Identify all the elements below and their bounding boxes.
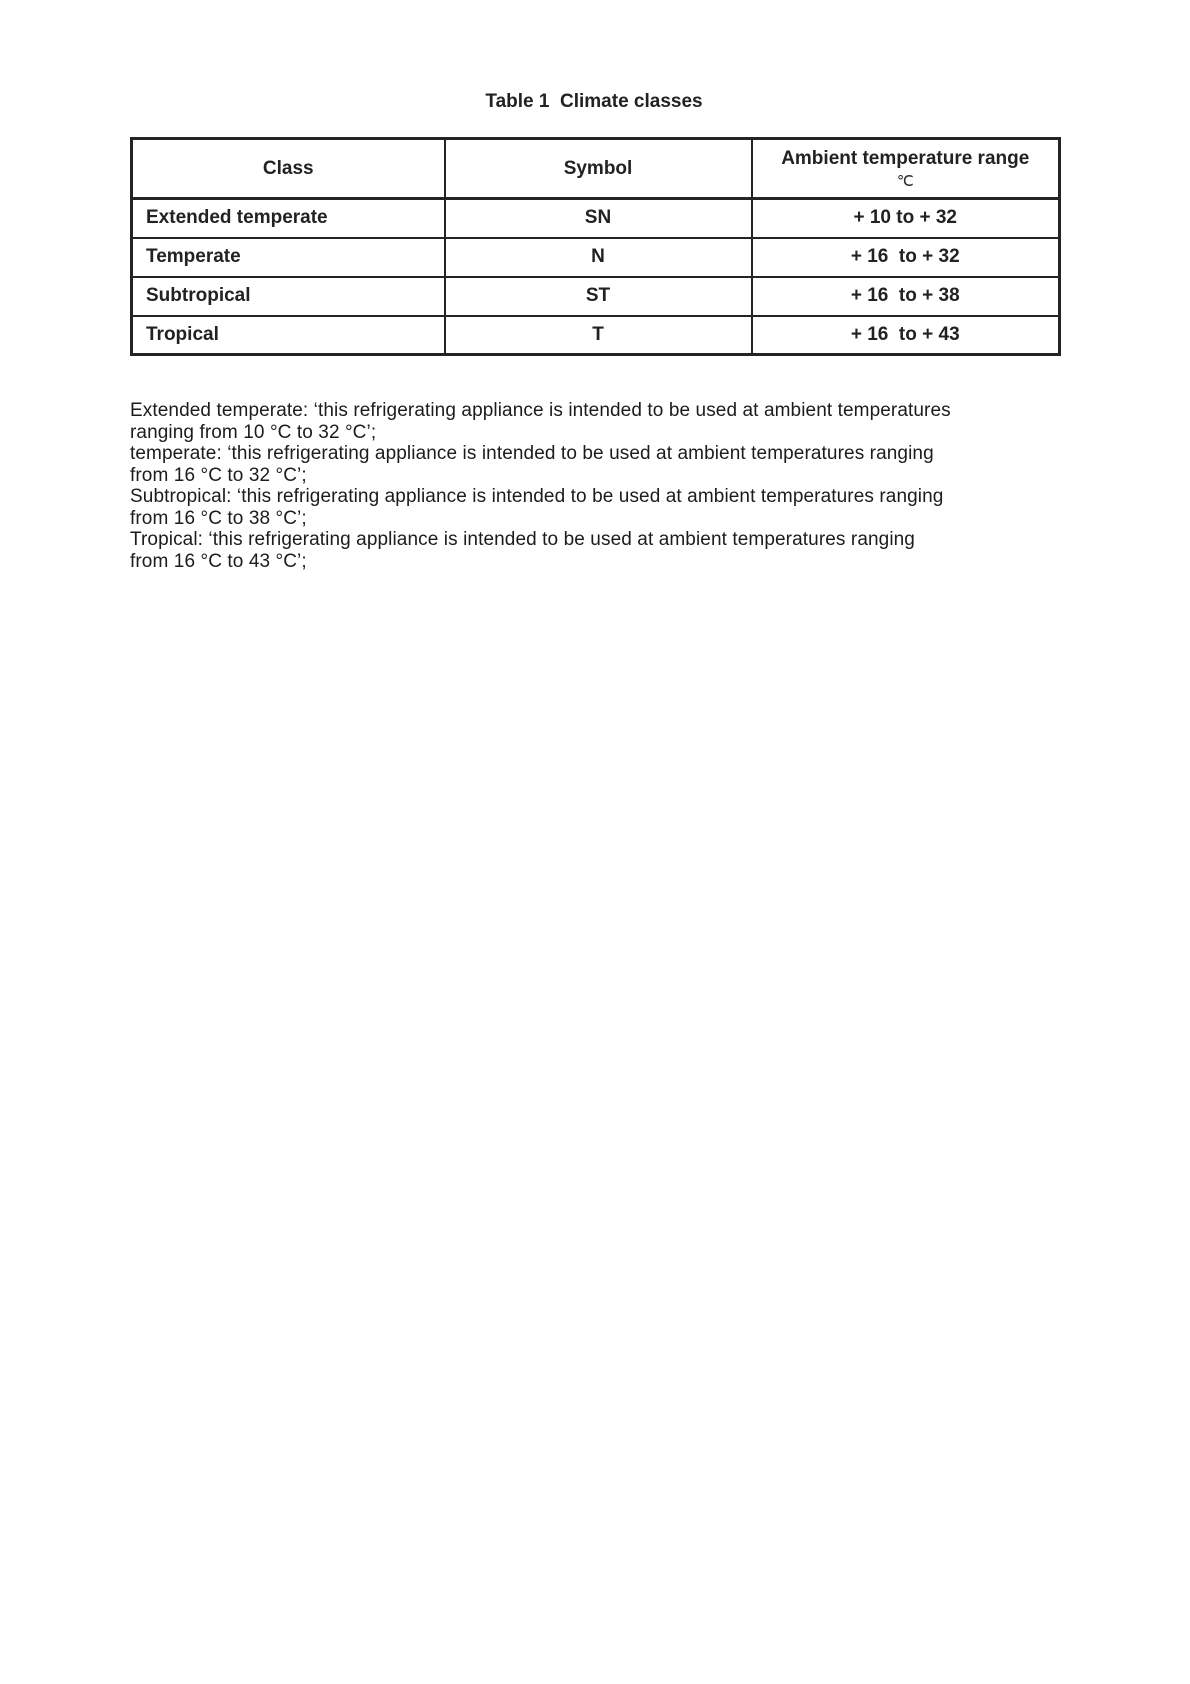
definition-line: from 16 °C to 43 °C’;	[130, 550, 307, 572]
table-row	[132, 238, 1060, 277]
header-symbol-label: Symbol	[563, 157, 633, 179]
range-cell: + 16 to + 38	[752, 277, 1060, 316]
class-cell: Subtropical	[132, 277, 445, 316]
definition-line: temperate: ‘this refrigerating appliance is intended to be used at ambient temperatures ranging	[130, 443, 934, 464]
header-class-label: Class	[262, 157, 314, 179]
table-row	[132, 316, 1060, 355]
climate-classes-table	[130, 137, 1061, 356]
header-cell-symbol	[445, 139, 752, 199]
class-cell: Temperate	[132, 238, 445, 277]
definition-line: from 16 °C to 38 °C’;	[130, 507, 307, 529]
symbol-cell: SN	[445, 199, 752, 238]
definition-line: ranging from 10 °C to 32 °C’;	[130, 421, 377, 443]
header-cell-range	[752, 139, 1060, 199]
definition-line: Extended temperate: ‘this refrigerating appliance is intended to be used at ambient temperatures	[130, 400, 951, 421]
table-title: Table 1 Climate classes	[485, 91, 703, 112]
range-cell: + 10 to + 32	[752, 199, 1060, 238]
table-row	[132, 199, 1060, 238]
header-cell-class	[132, 139, 445, 199]
table-row	[132, 277, 1060, 316]
symbol-cell: N	[445, 238, 752, 277]
class-cell: Extended temperate	[132, 199, 445, 238]
definitions-text-block	[130, 400, 1070, 572]
definition-line: from 16 °C to 32 °C’;	[130, 464, 307, 486]
header-range-unit: ℃	[896, 172, 914, 190]
class-cell: Tropical	[132, 316, 445, 355]
definition-line: Tropical: ‘this refrigerating appliance is intended to be used at ambient temperatures ranging	[130, 529, 915, 550]
symbol-cell: ST	[445, 277, 752, 316]
definition-line: Subtropical: ‘this refrigerating appliance is intended to be used at ambient temperatures ranging	[130, 486, 944, 507]
table-header-row	[132, 139, 1060, 199]
range-cell: + 16 to + 32	[752, 238, 1060, 277]
range-cell: + 16 to + 43	[752, 316, 1060, 355]
symbol-cell: T	[445, 316, 752, 355]
header-range-label: Ambient temperature range	[781, 147, 1030, 169]
